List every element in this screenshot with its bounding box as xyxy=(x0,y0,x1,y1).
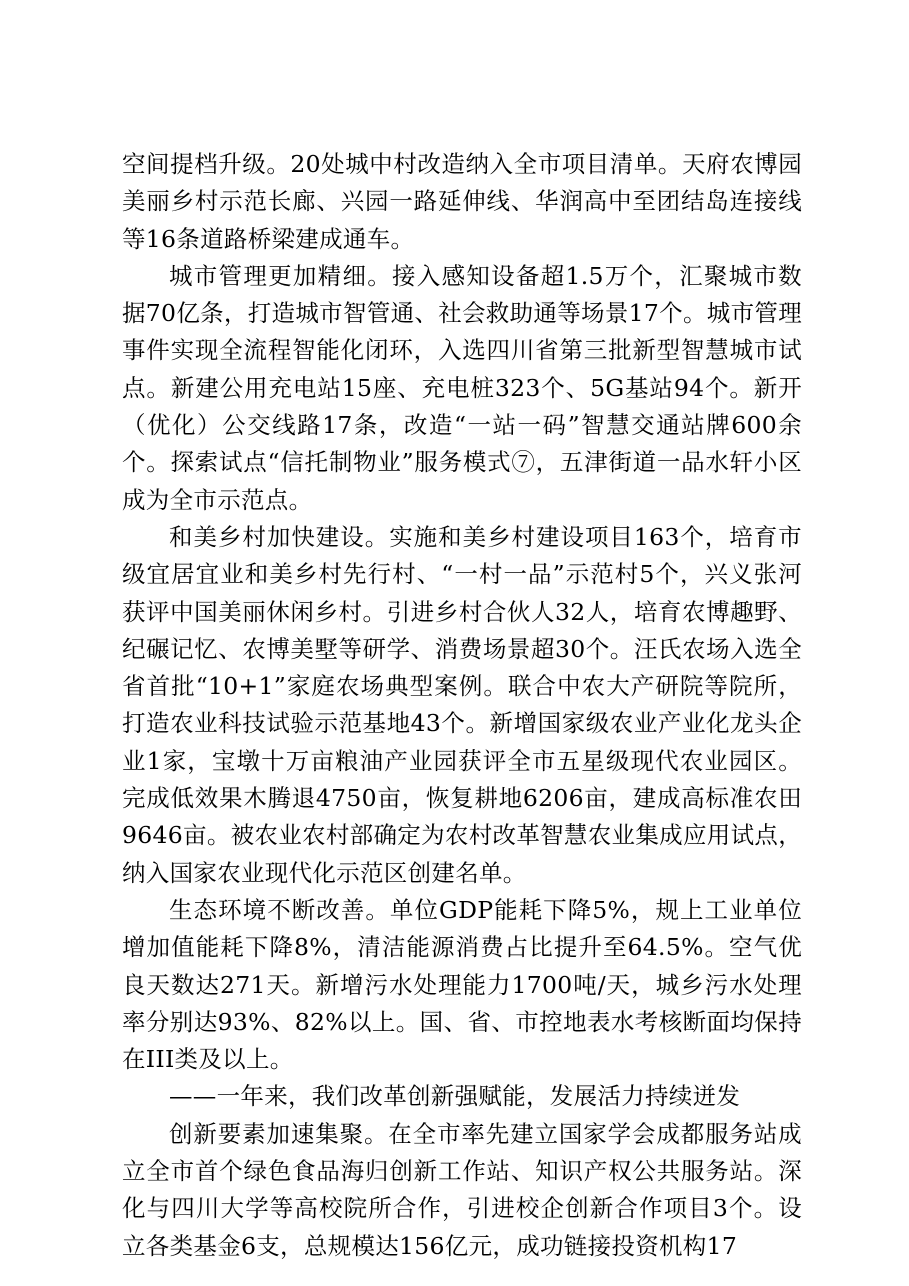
paragraph-ecology: 生态环境不断改善。单位GDP能耗下降5%，规上工业单位增加值能耗下降8%，清洁能源消费占比提升至64.5%。空气优良天数达271天。新增污水处理能力1700吨/天，城乡污水处理率分别达93%、82%以上。国、省、市控地表水考核断面均保持在III类及以上。 xyxy=(122,895,802,1074)
paragraph-city-management: 城市管理更加精细。接入感知设备超1.5万个，汇聚城市数据70亿条，打造城市智管通、社会救助通等场景17个。城市管理事件实现全流程智能化闭环，入选四川省第三批新型智慧城市试点。新建公用充电站15座、充电桩323个、5G基站94个。新开（优化）公交线路17条，改造“一站一码”智慧交通站牌600余个。探索试点“信托制物业”服务模式⑦，五津街道一品水轩小区成为全市示范点。 xyxy=(122,261,802,514)
section-heading-reform: ——一年来，我们改革创新强赋能，发展活力持续迸发 xyxy=(169,1082,741,1111)
paragraph-innovation: 创新要素加速集聚。在全市率先建立国家学会成都服务站成立全市首个绿色食品海归创新工作站、知识产权公共服务站。深化与四川大学等高校院所合作，引进校企创新合作项目3个。设立各类基金6支，总规模达156亿元，成功链接投资机构17 xyxy=(122,1119,802,1260)
paragraph-urban-village: 空间提档升级。20处城中村改造纳入全市项目清单。天府农博园美丽乡村示范长廊、兴园一路延伸线、华润高中至团结岛连接线等16条道路桥梁建成通车。 xyxy=(122,150,802,253)
paragraph-rural-construction: 和美乡村加快建设。实施和美乡村建设项目163个，培育市级宜居宜业和美乡村先行村、“一村一品”示范村5个，兴义张河获评中国美丽休闲乡村。引进乡村合伙人32人，培育农博趣野、纪碾记忆、农博美墅等研学、消费场景超30个。汪氏农场入选全省首批“10+1”家庭农场典型案例。联合中农大产研院等院所，打造农业科技试验示范基地43个。新增国家级农业产业化龙头企业1家，宝墩十万亩粮油产业园获评全市五星级现代农业园区。完成低效果木腾退4750亩，恢复耕地6206亩，建成高标准农田9646亩。被农业农村部确定为农村改革智慧农业集成应用试点，纳入国家农业现代化示范区创建名单。 xyxy=(122,522,802,887)
document-body xyxy=(122,146,802,1265)
